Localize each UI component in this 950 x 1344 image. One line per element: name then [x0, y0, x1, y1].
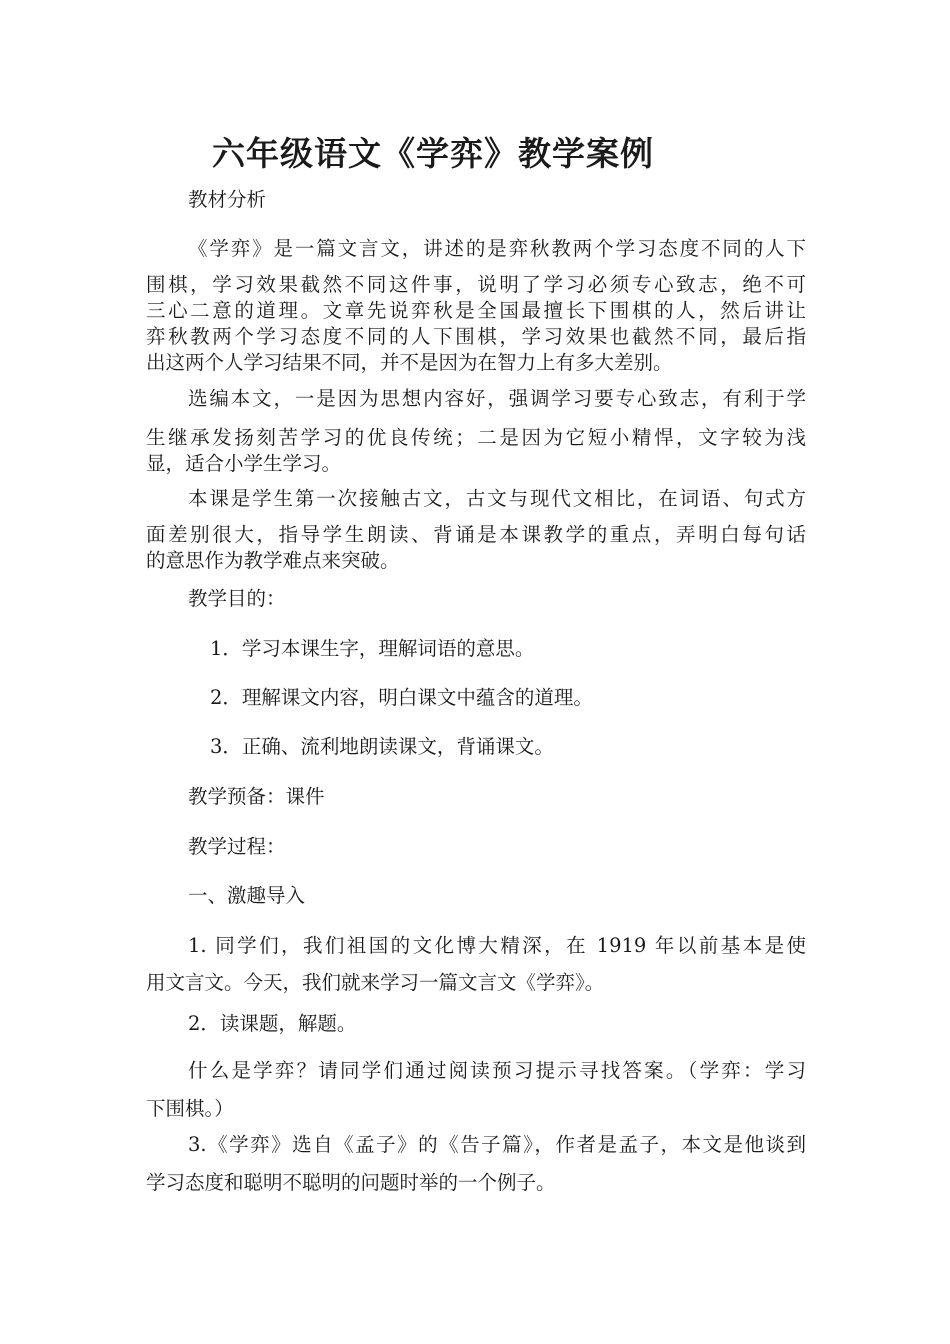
paragraph-line: 弈秋教两个学习态度不同的人下围棋，学习效果也截然不同，最后指 [146, 325, 806, 348]
paragraph-line: 下围棋。） [146, 1097, 234, 1120]
goal-item: 2．理解课文内容，明白课文中蕴含的道理。 [210, 686, 593, 709]
preparation-line: 教学预备：课件 [188, 785, 325, 808]
document-title: 六年级语文《学弈》教学案例 [212, 134, 654, 173]
paragraph-line: 什么是学弈？请同学们通过阅读预习提示寻找答案。（学弈：学习 [188, 1059, 806, 1082]
paragraph-line: 1. 同学们，我们祖国的文化博大精深，在 1919 年以前基本是使 [188, 934, 806, 957]
goal-item: 3．正确、流利地朗读课文，背诵课文。 [210, 735, 554, 758]
paragraph-line: 3.《学弈》选自《孟子》的《告子篇》，作者是孟子，本文是他谈到 [188, 1133, 806, 1156]
paragraph-line: 《学弈》是一篇文言文，讲述的是弈秋教两个学习态度不同的人下 [188, 237, 806, 260]
paragraph-line: 选编本文，一是因为思想内容好，强调学习要专心致志，有利于学 [188, 387, 806, 410]
paragraph-line: 出这两个人学习结果不同，并不是因为在智力上有多大差别。 [146, 351, 673, 374]
paragraph-line: 围棋，学习效果截然不同这件事，说明了学习必须专心致志，绝不可 [146, 273, 806, 296]
step-line: 2．读课题，解题。 [188, 1012, 357, 1035]
paragraph-line: 生继承发扬刻苦学习的优良传统；二是因为它短小精悍，文字较为浅 [146, 426, 806, 449]
paragraph-line: 学习态度和聪明不聪明的问题时举的一个例子。 [146, 1171, 556, 1194]
paragraph-line: 本课是学生第一次接触古文，古文与现代文相比，在词语、句式方 [188, 487, 806, 510]
heading-materials: 教材分析 [188, 188, 267, 211]
goal-item: 1．学习本课生字，理解词语的意思。 [210, 637, 535, 660]
paragraph-line: 显，适合小学生学习。 [146, 452, 342, 475]
paragraph-line: 三心二意的道理。文章先说弈秋是全国最擅长下围棋的人，然后讲让 [146, 299, 806, 322]
heading-goals: 教学目的： [188, 587, 286, 610]
section-heading: 一、激趣导入 [188, 884, 306, 907]
paragraph-line: 面差别很大，指导学生朗读、背诵是本课教学的重点，弄明白每句话 [146, 523, 806, 546]
paragraph-line: 的意思作为教学难点来突破。 [146, 549, 400, 572]
paragraph-line: 用文言文。今天，我们就来学习一篇文言文《学弈》。 [146, 971, 605, 994]
heading-process: 教学过程： [188, 835, 286, 858]
